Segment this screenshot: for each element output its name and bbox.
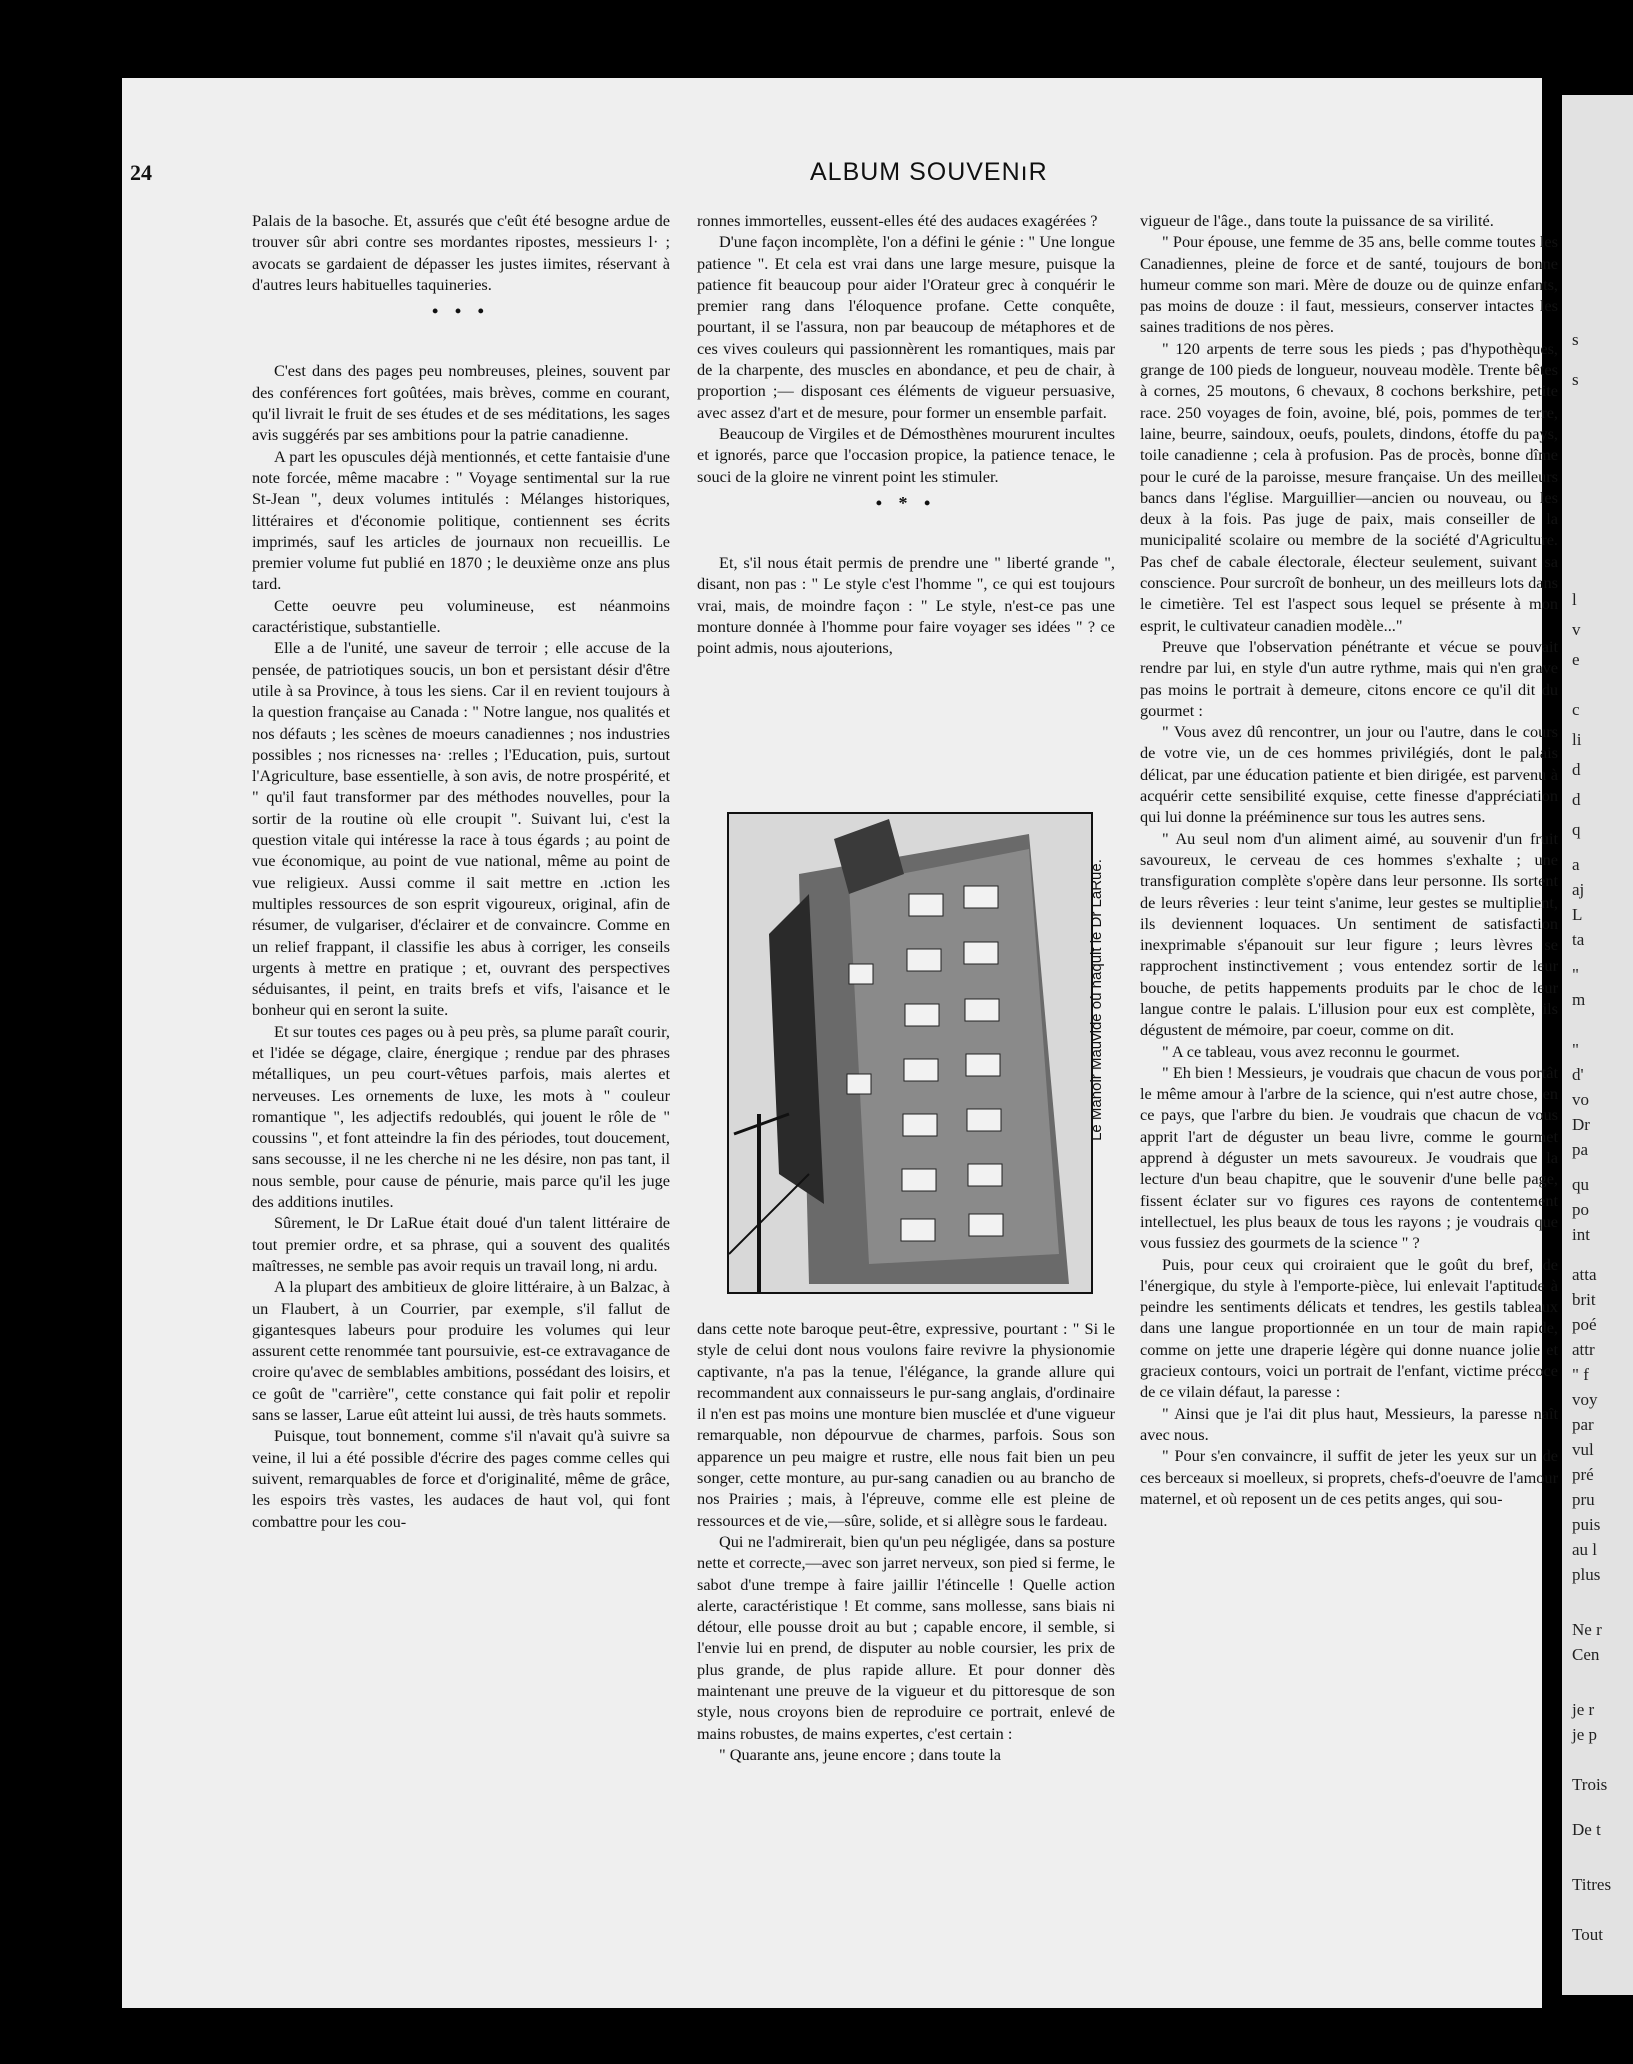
paragraph: A la plupart des ambitieux de gloire littéraire, à un Balzac, à un Flaubert, à un Courrier, par exemple, s'il fallut de gigantesques labeurs pour produire les volumes qui leur assurent cette renommée tant poursuivie, est-ce extravagance de croire qu'avec de semblables ambitions, possédant des loisirs, et ce goût de "carrière", cette constance qui fait polir et repolir sans se lasser, Larue eût atteint lui aussi, de très hauts sommets. (252, 1277, 670, 1425)
paragraph: Et sur toutes ces pages ou à peu près, sa plume paraît courir, et l'idée se dégage, claire, énergique ; rendue par des phrases métalliques, un peu court-vêtues parfois, mais alertes et nerveuses. Les ornements de luxe, les mots à " couleur romantique ", les adjectifs redoublés, qui jouent le rôle de " coussins ", et font atteindre la fin des périodes, tout doucement, sans secousse, il ne les cherche ni ne les désire, non pas tant, il nous semble, pour cause de pénurie, mais parce qu'il les juge des additions inutiles. (252, 1021, 670, 1212)
paragraph: dans cette note baroque peut-être, expressive, pourtant : " Si le style de celui dont nous voulons faire revivre la physionomie captivante, n'a pas la tenue, l'élégance, la grande allure qui recommandent aux connaisseurs le pur-sang anglais, d'ordinaire il n'en est pas moins une monture bien musclée et d'une vigueur remarquable, non dépourvue de charmes, parfois. Sous son apparence un peu maigre et rustre, elle nous fait bien un peu songer, cette monture, au pur-sang canadien ou au brancho de nos Prairies ; mais, à l'épreuve, comme elle est pleine de ressources et de vie,—sûre, solide, et si allègre sous le fardeau. (697, 1319, 1115, 1530)
section-separator: • * • (875, 492, 937, 513)
edge-text-fragment: Titres (1572, 1875, 1612, 1894)
edge-text-fragment: d' (1572, 1065, 1584, 1084)
edge-text-fragment: v (1572, 620, 1581, 639)
running-title: ALBUM SOUVENıR (810, 158, 1048, 186)
edge-text-fragment: L (1572, 905, 1583, 924)
paragraph: C'est dans des pages peu nombreuses, pleines, souvent par des conférences fort goûtées, mais brèves, comme en courant, qu'il livrait le fruit de ses études et de ses méditations, les sages avis suggérés par ses ambitions pour la patrie canadienne. (252, 361, 670, 445)
edge-text-fragment: ta (1572, 930, 1585, 949)
edge-text-fragment: " f (1572, 1365, 1589, 1384)
figure-caption: Le Manoir Mauvide où naquit le Dr LaRue. (1088, 859, 1105, 1141)
paragraph: " Quarante ans, jeune encore ; dans toute la (719, 1744, 1001, 1764)
adjacent-page-edge (1562, 95, 1633, 1995)
edge-text-fragment: attr (1572, 1340, 1595, 1359)
paragraph: Et, s'il nous était permis de prendre une " liberté grande ", disant, non pas : " Le style c'est l'homme ", ce qui est toujours vrai, mais, de moindre façon : " Le style, n'est-ce pas une monture donnée à l'homme pour faire voyager ses idées " ? ce point admis, nous ajouterions, (697, 553, 1115, 658)
edge-text-fragment: aj (1572, 880, 1585, 899)
edge-text-fragment: Cen (1572, 1645, 1600, 1664)
paragraph: " Ainsi que je l'ai dit plus haut, Messieurs, la paresse naît avec nous. (1140, 1403, 1558, 1444)
edge-text-fragment: s (1572, 330, 1579, 349)
edge-text-fragment: s (1572, 370, 1579, 389)
edge-text-fragment: Tout (1572, 1925, 1603, 1944)
edge-text-fragment: brit (1572, 1290, 1596, 1309)
paragraph: " A ce tableau, vous avez reconnu le gourmet. (1162, 1041, 1460, 1061)
edge-text-fragment: pré (1572, 1465, 1594, 1484)
paragraph: vigueur de l'âge., dans toute la puissance de sa virilité. (1140, 211, 1494, 230)
column-middle-top (697, 210, 1115, 659)
edge-text-fragment: e (1572, 650, 1580, 669)
column-left (252, 210, 670, 1532)
edge-text-fragment: par (1572, 1415, 1594, 1434)
edge-text-fragment: vul (1572, 1440, 1594, 1459)
paragraph: " Eh bien ! Messieurs, je voudrais que chacun de vous portât le même amour à l'arbre de la science, qui n'est autre chose, en ce pays, que l'arbre du bien. Je voudrais que chacun de vous apprit l'art de déguster un beau livre, comme le gourmet apprend à déguster un mets savoureux. Je voudrais que la lecture d'un beau chapitre, que le souvenir d'une belle page, fissent éclater sur vo figures ces rayons de contentement intellectuel, les plus beaux de tous les rayons ; je voudrais que vous fussiez des gourmets de la science " ? (1140, 1062, 1558, 1253)
edge-text-fragment: je p (1572, 1725, 1598, 1744)
edge-text-fragment: li (1572, 730, 1582, 749)
paragraph: Sûrement, le Dr LaRue était doué d'un talent littéraire de tout premier ordre, et sa phrase, qui a souvent des qualités maîtresses, ne semble pas avoir requis un travail long, ni ardu. (252, 1213, 670, 1275)
paragraph: " Pour s'en convaincre, il suffit de jeter les yeux sur un de ces berceaux si moelleux, si proprets, chefs-d'oeuvre de l'amour maternel, et où reposent un de ces petits anges, qui sou- (1140, 1446, 1558, 1508)
edge-text-fragment: je r (1572, 1700, 1595, 1719)
edge-text-fragment: a (1572, 855, 1580, 874)
edge-text-fragment: au l (1572, 1540, 1598, 1559)
manor-building-image (729, 814, 1091, 1292)
column-right (1140, 210, 1558, 1509)
manor-photograph (727, 812, 1093, 1294)
paragraph: D'une façon incomplète, l'on a défini le génie : " Une longue patience ". Et cela est vrai dans une large mesure, puisque la patience fit beaucoup pour aider l'Orateur grec à conquérir le premier rang dans l'éloquence profane. Cette conquête, pourtant, il se l'assura, non par beaucoup de métaphores et de ces vives couleurs qui passionnèrent les romantiques, mais par de la charpente, des muscles en abondance, et peu de chair, à proportion ;— disposant ces éléments de vigueur persuasive, avec assez d'art et de mesure, pour former un ensemble parfait. (697, 232, 1115, 422)
paragraph: Qui ne l'admirerait, bien qu'un peu négligée, dans sa posture nette et correcte,—avec son jarret nerveux, son pied si ferme, le sabot d'une trempe à faire jaillir l'étincelle ! Quelle action alerte, caractéristique ! Et comme, sans mollesse, sans biais ni détour, elle pousse droit au but ; capable encore, il semble, si l'envie lui en prend, de disputer au noble coursier, les prix de plus grande, de plus rapide allure. Et pour donner dès maintenant une preuve de la vigueur et du pittoresque de son style, nous croyons bien de reproduire ce portrait, enlevé de mains robustes, de mains expertes, c'est certain : (697, 1531, 1115, 1743)
edge-text-fragment: c (1572, 700, 1580, 719)
section-separator: • • • (432, 301, 490, 322)
edge-text-fragment: voy (1572, 1390, 1598, 1409)
paragraph: Puis, pour ceux qui croiraient que le goût du bref, de l'énergique, du style à l'emporte-pièce, lui enlevait l'aptitude à peindre les sentiments délicats et tendres, les gestils tableaux dans une langue proportionnée en un tour de main rapide, comme on jette une draperie légère qui donne nuance jolie et gracieux contours, voici un portrait de l'enfant, victime précoce de ce vilain défaut, la paresse : (1140, 1254, 1558, 1402)
edge-text-fragment: qu (1572, 1175, 1589, 1194)
edge-text-fragment: puis (1572, 1515, 1601, 1534)
paragraph: A part les opuscules déjà mentionnés, et cette fantaisie d'une note forcée, même macabre : " Voyage sentimental sur la rue St-Jean ", deux volumes intitulés : Mélanges historiques, littéraires et d'économie politique, contiennent ses écrits imprimés, sauf les articles de journaux non recueillis. Le premier volume fut publié en 1870 ; le deuxième onze ans plus tard. (252, 446, 670, 594)
edge-text-fragment: atta (1572, 1265, 1597, 1284)
edge-text-fragment: d (1572, 790, 1581, 809)
edge-text-fragment: De t (1572, 1820, 1601, 1839)
edge-text-fragment: l (1572, 590, 1577, 609)
paragraph: " 120 arpents de terre sous les pieds ; pas d'hypothèques, grange de 100 pieds de longueur, nouveau modèle. Trente bêtes à cornes, 25 moutons, 6 chevaux, 8 cochons berkshire, petite race. 250 voyages de foin, avoine, blé, pois, pommes de terre, laine, beurre, saindoux, oeufs, poulets, dindons, étoffe du pays, toile canadienne ; cela à profusion. Pas de procès, bonne dîme pour le curé de la paroisse, mesure française. Un des meilleurs bancs dans l'église. Marguillier—ancien ou nouveau, ou les deux à la fois. Pas juge de paix, mais conseiller de la municipalité scolaire ou membre de la société d'Agriculture. Pas chef de cabale électorale, électeur seulement, suivant sa conscience. Pour surcroît de bonheur, un des meilleurs lots dans le cimetière. Tel est l'aspect sous lequel se présente à mon esprit, le cultivateur canadien modèle..." (1140, 338, 1558, 635)
edge-text-fragment: poé (1572, 1315, 1597, 1334)
paragraph: ronnes immortelles, eussent-elles été des audaces exagérées ? (697, 211, 1098, 230)
edge-text-fragment: Ne r (1572, 1620, 1602, 1639)
edge-text-fragment: q (1572, 820, 1581, 839)
edge-text-fragment: Dr (1572, 1115, 1590, 1134)
paragraph: Preuve que l'observation pénétrante et vécue se pouvait rendre par lui, en style d'un autre rythme, mais qui n'en grave pas moins le portrait à demeure, citons encore ce qu'il dit du gourmet : (1140, 636, 1558, 720)
edge-text-fragment: pa (1572, 1140, 1589, 1159)
edge-text-fragment: pru (1572, 1490, 1595, 1509)
paragraph: Beaucoup de Virgiles et de Démosthènes moururent incultes et ignorés, parce que l'occasion propice, la patience tenace, le souci de la gloire ne vinrent point les stimuler. (697, 423, 1115, 486)
edge-text-fragment: Trois (1572, 1775, 1608, 1794)
edge-text-fragment: " (1572, 1040, 1579, 1059)
edge-text-fragment: int (1572, 1225, 1590, 1244)
paragraph: Puisque, tout bonnement, comme s'il n'avait qu'à suivre sa veine, il lui a été possible d'écrire des pages comme celles qui suivent, remarquables de force et d'originalité, même de grâce, les espoirs très vastes, les audaces de haut vol, qui font combattre pour les cou- (252, 1426, 670, 1531)
paragraph: Elle a de l'unité, une saveur de terroir ; elle accuse de la pensée, de patriotiques soucis, un bon et persistant désir d'être utile à sa Province, à tous les siens. Car il en revient toujours à la question française au Canada : " Notre langue, nos qualités et nos défauts ; les scènes de moeurs canadiennes ; nos industries possibles ; nos ricnesses na· :relles ; l'Education, puis, surtout l'Agriculture, base essentielle, à son avis, de notre prospérité, et " qu'il faut transformer par des méthodes nouvelles, pour la sortir de la routine où elle croupit ". Suivant lui, c'est la question vitale qui intéresse la race à tous égards ; au point de vue économique, au point de vue national, même au point de vue religieux. Aussi comme il sait mettre en .ıction les multiples ressources de son esprit vigoureux, original, afin de résumer, de vulgariser, d'éclairer et de convaincre. Comme en un relief frappant, il classifie les abus à corriger, les conseils urgents à mettre en pratique ; et, ouvrant des perspectives séduisantes, il peint, en traits brefs et vifs, l'aisance et le bonheur qui en seront la suite. (252, 638, 670, 1020)
column-middle-bottom (697, 1318, 1115, 1765)
edge-text-fragment: vo (1572, 1090, 1589, 1109)
paragraph: Palais de la basoche. Et, assurés que c'eût été besogne ardue de trouver sûr abri contre ses mordantes ripostes, messieurs l· ; avocats se gardaient de dépasser les justes iimites, réservant à d'autres leurs habituelles taquineries. (252, 211, 670, 294)
paragraph: " Au seul nom d'un aliment aimé, au souvenir d'un fruit savoureux, le cerveau de ces hommes s'exhalte ; une transfiguration complète s'opère dans leur personne. Ils sortent de leurs rêveries : leur teint s'anime, leur gestes se multiplient, ils deviennent loquaces. Un sentiment de satisfaction inexprimable s'épanouit sur leur figure ; leurs lèvres se rapprochent instinctivement ; vous entendez sortir de leur bouche, de petits happements produits par le choc de leur langue contre le palais. L'illusion pour eux est complète, ils dégustent de mémoire, par coeur, comme on dit. (1140, 828, 1558, 1040)
edge-text-fragment: m (1572, 990, 1586, 1009)
paragraph: Cette oeuvre peu volumineuse, est néanmoins caractéristique, substantielle. (252, 595, 670, 637)
page-number: 24 (130, 160, 152, 185)
edge-text-fragment: po (1572, 1200, 1589, 1219)
paragraph: " Vous avez dû rencontrer, un jour ou l'autre, dans le cours de votre vie, un de ces hommes privilégiés, dont le palais délicat, par une éducation patiente et bien dirigée, est parvenu à acquérir cette sensibilité exquise, cette finesse d'appréciation qui lui donne la prééminence sur tous les autres sens. (1140, 722, 1558, 827)
edge-text-fragment: d (1572, 760, 1581, 779)
paragraph: " Pour épouse, une femme de 35 ans, belle comme toutes les Canadiennes, pleine de force et de santé, toujours de bonne humeur comme son mari. Mère de douze ou de quinze enfants, pas moins de douze : il faut, messieurs, conserver intactes les saines traditions de nos pères. (1140, 232, 1558, 337)
edge-text-fragment: " (1572, 965, 1579, 984)
edge-text-fragment: plus (1572, 1565, 1601, 1584)
